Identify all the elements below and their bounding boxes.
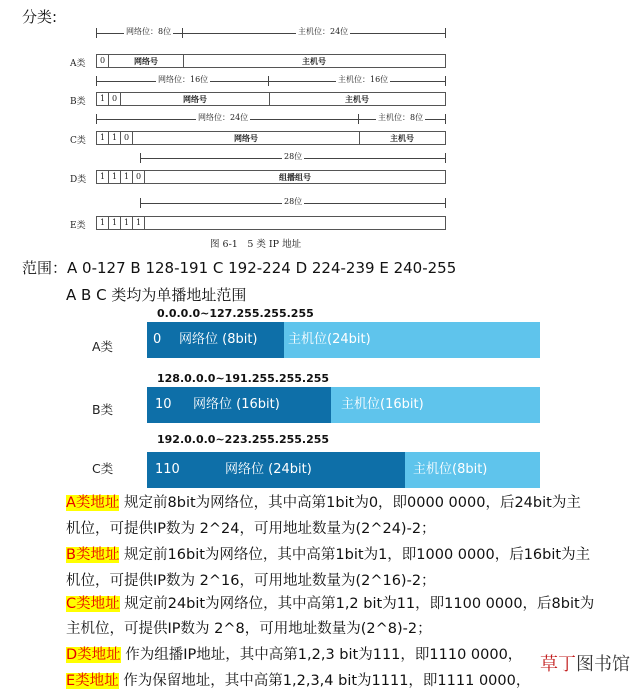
a-dimension <box>96 28 446 38</box>
c-bit-2: 1 <box>109 132 121 144</box>
c-prefix: 110 <box>155 462 180 477</box>
e-row-label: E类 <box>70 221 86 231</box>
b-net-segment <box>147 387 331 423</box>
a-class-bar <box>147 322 540 358</box>
b-prefix: 10 <box>155 397 172 412</box>
c-paragraph-line-2: 主机位，可提供IP数为 2^8，可用地址数量为(2^8)-2； <box>66 621 432 637</box>
d-class-key: D类地址 <box>66 647 121 663</box>
d-paragraph-line-1 <box>66 645 522 665</box>
c-net: 网络号 <box>234 133 258 143</box>
b-row-box <box>96 92 446 106</box>
c-class-label: C类 <box>92 461 114 476</box>
a-net-segment <box>147 322 284 358</box>
c-row-box <box>96 131 446 145</box>
a-host-segment <box>284 322 540 358</box>
d-paragraph-text-1: 作为组播IP地址，其中高第1,2,3 bit为111，即1110 0000， <box>120 647 523 663</box>
a-bit: 0 <box>97 55 109 67</box>
c-net-segment <box>147 452 405 488</box>
b-dimension <box>96 76 446 86</box>
b-net: 网络号 <box>183 94 207 104</box>
b-range: 128.0.0.0~191.255.255.255 <box>157 372 330 385</box>
c-host: 主机号 <box>390 133 414 143</box>
d-row-label: D类 <box>70 175 87 185</box>
watermark <box>540 650 630 676</box>
e-dimension <box>140 198 446 208</box>
e-bit-4: 1 <box>133 217 145 229</box>
figure-caption: 图 6-1 5 类 IP 地址 <box>210 239 302 250</box>
b-net-label: 网络位 (16bit) <box>193 397 280 412</box>
e-bit-3: 1 <box>121 217 133 229</box>
c-host-dim: 主机位：8位 <box>378 113 424 122</box>
a-host: 主机号 <box>302 56 326 66</box>
ip-class-figure <box>70 22 460 256</box>
c-bit-3: 0 <box>121 132 133 144</box>
a-prefix: 0 <box>153 332 162 347</box>
e-paragraph-line-1 <box>66 671 530 691</box>
e-dim: 28位 <box>284 197 303 206</box>
a-range: 0.0.0.0~127.255.255.255 <box>157 307 314 320</box>
a-host-dim: 主机位：24位 <box>298 27 349 36</box>
b-class-key: B类地址 <box>66 547 120 563</box>
a-host-label: 主机位(24bit) <box>288 332 371 347</box>
a-class-label: A类 <box>92 339 114 354</box>
classify-heading: 分类: <box>22 8 58 26</box>
a-row-label: A类 <box>70 59 86 69</box>
c-class-key: C类地址 <box>66 596 120 612</box>
b-host-segment <box>331 387 540 423</box>
e-class-key: E类地址 <box>66 673 119 689</box>
c-class-bar <box>147 452 540 488</box>
d-row-box <box>96 170 446 184</box>
b-paragraph-line-2: 机位，可提供IP数为 2^16，可用地址数量为(2^16)-2； <box>66 573 436 589</box>
c-host-segment <box>405 452 540 488</box>
watermark-part-1: 草丁 <box>540 654 576 675</box>
d-bit-4: 0 <box>133 171 145 183</box>
e-row-box <box>96 216 446 230</box>
a-row-box <box>96 54 446 68</box>
c-net-dim: 网络位：24位 <box>198 113 249 122</box>
d-bit-2: 1 <box>109 171 121 183</box>
d-dim: 28位 <box>284 152 303 161</box>
c-range: 192.0.0.0~223.255.255.255 <box>157 433 330 446</box>
c-row-label: C类 <box>70 136 86 146</box>
d-bit-3: 1 <box>121 171 133 183</box>
range-line: 范围：A 0-127 B 128-191 C 192-224 D 224-239 E 240-255 <box>22 259 457 277</box>
b-host-dim: 主机位：16位 <box>338 75 389 84</box>
unicast-line: A B C 类均为单播地址范围 <box>66 286 247 304</box>
b-host-label: 主机位(16bit) <box>341 397 424 412</box>
d-net: 组播组号 <box>279 172 311 182</box>
watermark-part-2: 图书馆 <box>576 654 630 675</box>
c-bit-1: 1 <box>97 132 109 144</box>
c-paragraph-line-1 <box>66 594 594 614</box>
c-host-label: 主机位(8bit) <box>413 462 488 477</box>
d-dimension <box>140 153 446 163</box>
b-net-dim: 网络位：16位 <box>158 75 209 84</box>
a-net-dim: 网络位：8位 <box>126 27 172 36</box>
d-bit-1: 1 <box>97 171 109 183</box>
b-class-label: B类 <box>92 402 114 417</box>
b-bit-1: 1 <box>97 93 109 105</box>
b-paragraph-line-1 <box>66 545 590 565</box>
a-net-label: 网络位 (8bit) <box>179 332 258 347</box>
e-bit-2: 1 <box>109 217 121 229</box>
b-row-label: B类 <box>70 97 86 107</box>
c-paragraph-text-1: 规定前24bit为网络位，其中高第1,2 bit为11，即1100 0000，后8bit为 <box>119 596 595 612</box>
c-dimension <box>96 114 446 124</box>
e-bit-1: 1 <box>97 217 109 229</box>
c-net-label: 网络位 (24bit) <box>225 462 312 477</box>
a-paragraph-line-2: 机位，可提供IP数为 2^24，可用地址数量为(2^24)-2； <box>66 521 436 537</box>
a-paragraph-text-1: 规定前8bit为网络位，其中高第1bit为0，即0000 0000，后24bit为主 <box>119 495 581 511</box>
b-bit-2: 0 <box>109 93 121 105</box>
b-host: 主机号 <box>345 94 369 104</box>
a-net: 网络号 <box>134 56 158 66</box>
a-class-key: A类地址 <box>66 495 120 511</box>
b-paragraph-text-1: 规定前16bit为网络位，其中高第1bit为1，即1000 0000，后16bit为主 <box>119 547 591 563</box>
b-class-bar <box>147 387 540 423</box>
a-paragraph-line-1 <box>66 493 581 513</box>
e-paragraph-text-1: 作为保留地址，其中高第1,2,3,4 bit为1111，即1111 0000， <box>118 673 531 689</box>
